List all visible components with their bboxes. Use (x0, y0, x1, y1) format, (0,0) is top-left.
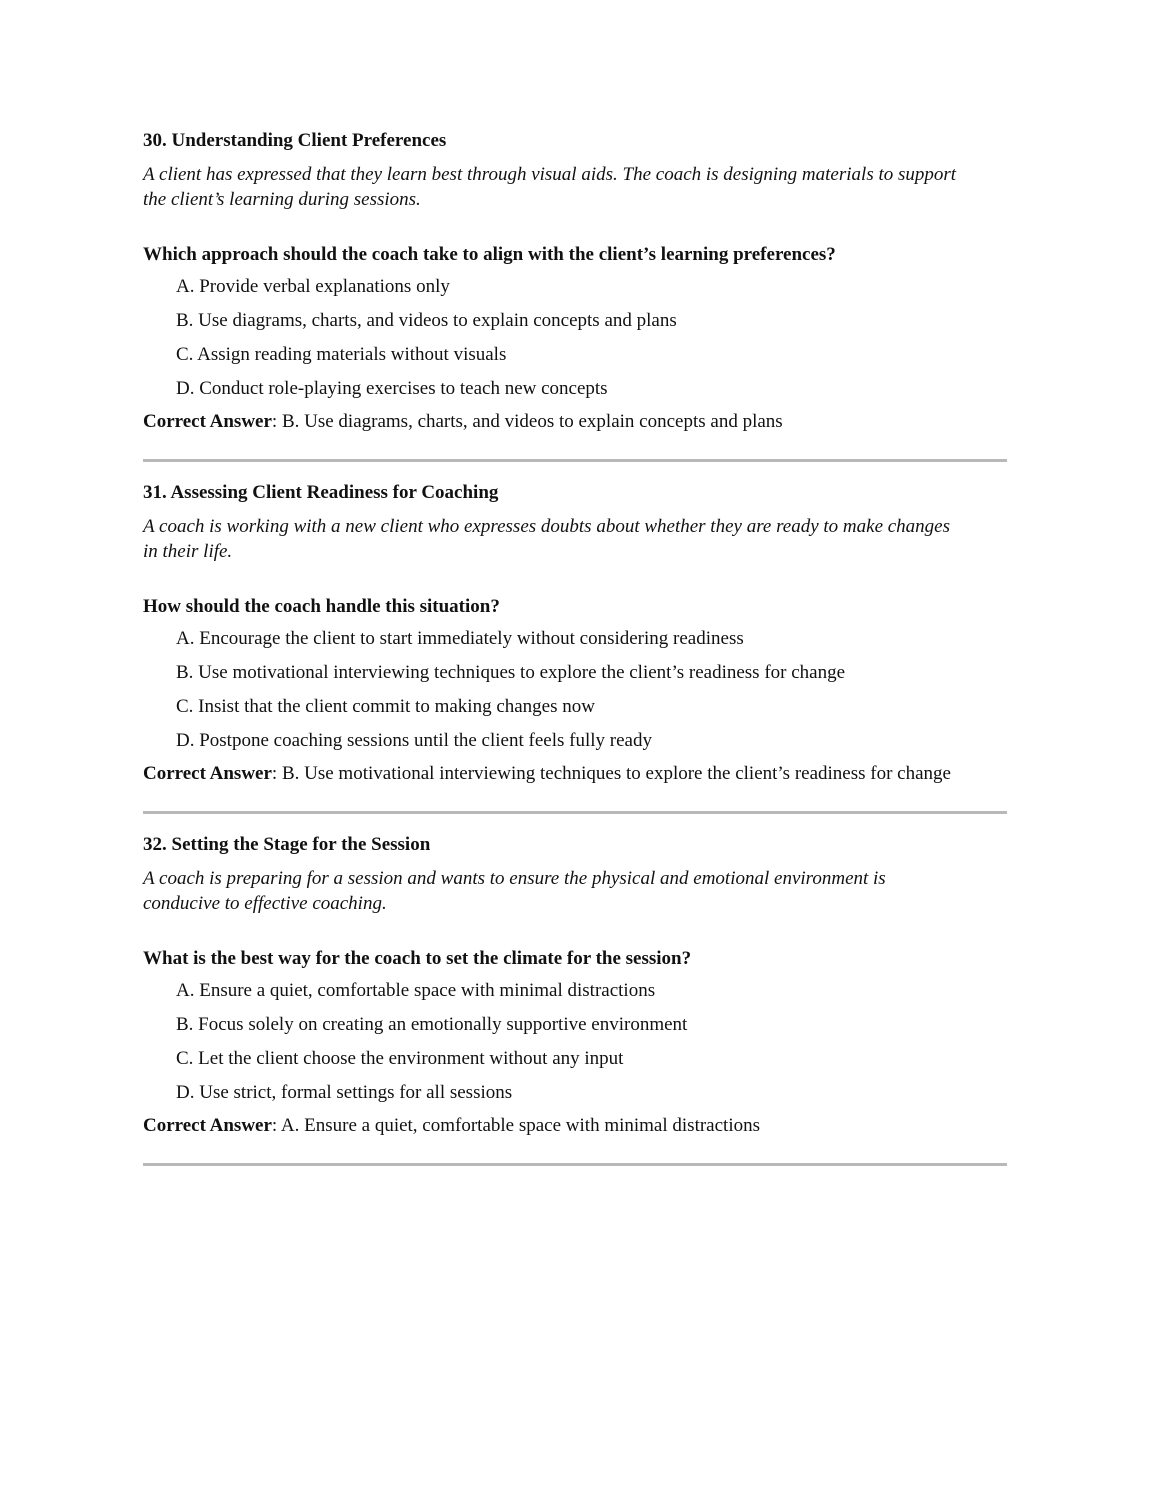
correct-answer (143, 410, 963, 434)
option-d: D. Postpone coaching sessions until the client feels fully ready (176, 730, 652, 751)
question-32 (143, 832, 1007, 1166)
section-divider (143, 459, 1007, 462)
option-d: D. Conduct role-playing exercises to teach new concepts (176, 378, 608, 399)
answer-options (143, 274, 1007, 402)
option-c: C. Assign reading materials without visuals (176, 344, 507, 365)
question-scenario: A client has expressed that they learn best through visual aids. The coach is designing materials to support the client’s learning during sessions. (143, 164, 957, 210)
correct-answer-label: Correct Answer (143, 411, 272, 432)
option-b: B. Focus solely on creating an emotionally supportive environment (176, 1014, 688, 1035)
document-page (143, 128, 1007, 1166)
correct-answer (143, 1114, 963, 1138)
correct-answer-text: : B. Use diagrams, charts, and videos to explain concepts and plans (271, 411, 783, 432)
correct-answer-label: Correct Answer (143, 763, 272, 784)
option-b: B. Use motivational interviewing techniques to explore the client’s readiness for change (176, 662, 846, 683)
option-a: A. Provide verbal explanations only (176, 276, 450, 297)
option-d: D. Use strict, formal settings for all sessions (176, 1082, 513, 1103)
question-prompt: How should the coach handle this situation? (143, 596, 500, 617)
answer-options (143, 626, 1007, 754)
section-divider (143, 811, 1007, 814)
question-title: 30. Understanding Client Preferences (143, 130, 447, 151)
question-title: 32. Setting the Stage for the Session (143, 834, 431, 855)
question-scenario: A coach is preparing for a session and wants to ensure the physical and emotional environment is conducive to effective coaching. (143, 868, 886, 914)
question-prompt: Which approach should the coach take to align with the client’s learning preferences? (143, 244, 836, 265)
option-c: C. Insist that the client commit to making changes now (176, 696, 595, 717)
question-title: 31. Assessing Client Readiness for Coaching (143, 482, 499, 503)
question-scenario: A coach is working with a new client who expresses doubts about whether they are ready to make changes in their life. (143, 516, 951, 562)
question-prompt: What is the best way for the coach to set the climate for the session? (143, 948, 692, 969)
option-a: A. Ensure a quiet, comfortable space with minimal distractions (176, 980, 656, 1001)
correct-answer-label: Correct Answer (143, 1115, 272, 1136)
correct-answer-text: : A. Ensure a quiet, comfortable space with minimal distractions (271, 1115, 760, 1136)
question-31 (143, 480, 1007, 814)
option-c: C. Let the client choose the environment without any input (176, 1048, 624, 1069)
option-a: A. Encourage the client to start immediately without considering readiness (176, 628, 744, 649)
question-30 (143, 128, 1007, 462)
section-divider (143, 1163, 1007, 1166)
correct-answer (143, 762, 963, 786)
correct-answer-text: : B. Use motivational interviewing techniques to explore the client’s readiness for change (271, 763, 951, 784)
answer-options (143, 978, 1007, 1106)
option-b: B. Use diagrams, charts, and videos to explain concepts and plans (176, 310, 677, 331)
